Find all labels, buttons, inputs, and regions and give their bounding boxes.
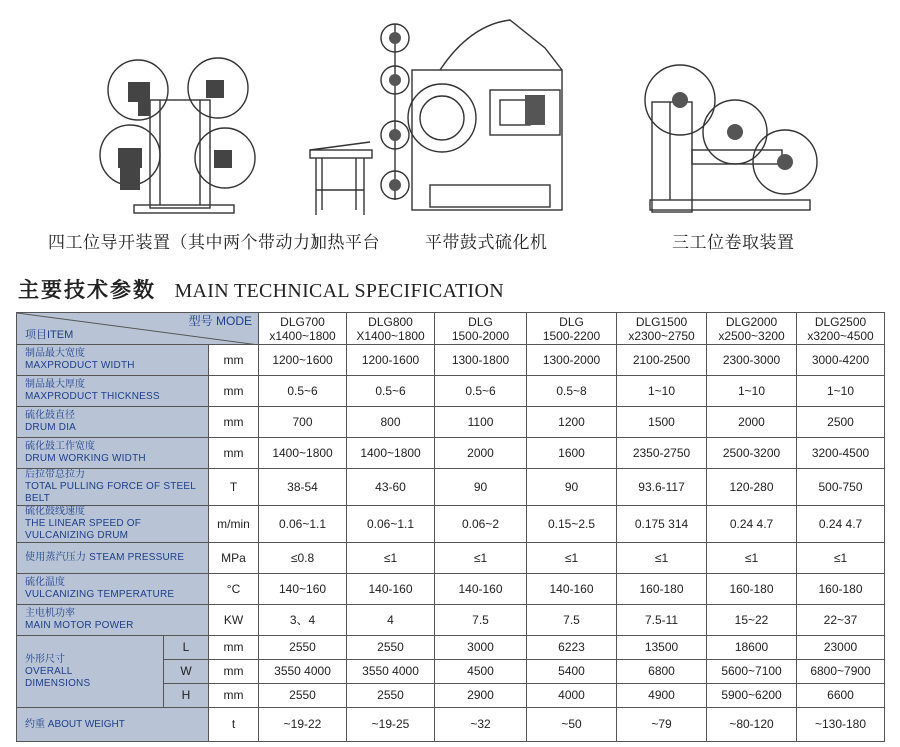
model-header xyxy=(347,313,435,345)
spec-value: ~79 xyxy=(617,708,707,742)
spec-label-en: TOTAL PULLING FORCE OF STEEL BELT xyxy=(25,481,196,504)
spec-value: 4000 xyxy=(527,684,617,708)
dimension-axis: L xyxy=(164,636,209,660)
spec-value: 1200-1600 xyxy=(347,345,435,376)
spec-label xyxy=(17,438,209,469)
spec-label-en: DRUM DIA xyxy=(25,422,77,433)
model-size: x3200~4500 xyxy=(807,328,874,343)
spec-value: 0.5~6 xyxy=(259,376,347,407)
model-header xyxy=(527,313,617,345)
spec-row xyxy=(17,345,885,376)
model-size: X1400~1800 xyxy=(356,328,425,343)
spec-value: 18600 xyxy=(707,636,797,660)
spec-value: ≤1 xyxy=(527,543,617,574)
spec-unit: mm xyxy=(209,438,259,469)
spec-value: 1~10 xyxy=(707,376,797,407)
spec-row xyxy=(17,543,885,574)
model-name: DLG700 xyxy=(280,314,325,329)
spec-value: 1600 xyxy=(527,438,617,469)
spec-label-cn: 硫化鼓直径 xyxy=(25,410,75,421)
header-corner xyxy=(17,313,259,345)
spec-value: 0.5~6 xyxy=(347,376,435,407)
weight-row xyxy=(17,708,885,742)
spec-value: 5600~7100 xyxy=(707,660,797,684)
spec-value: 7.5 xyxy=(435,605,527,636)
caption-drum-vulcanizer: 平带鼓式硫化机 xyxy=(425,233,548,253)
spec-value: 2550 xyxy=(347,636,435,660)
spec-row xyxy=(17,506,885,543)
spec-value: 6223 xyxy=(527,636,617,660)
spec-value: 1100 xyxy=(435,407,527,438)
spec-label-en: VULCANIZING TEMPERATURE xyxy=(25,589,175,600)
spec-value: 5400 xyxy=(527,660,617,684)
spec-value: 140~160 xyxy=(259,574,347,605)
model-header xyxy=(259,313,347,345)
spec-label-cn: 硫化温度 xyxy=(25,577,65,588)
spec-value: 3550 4000 xyxy=(347,660,435,684)
spec-value: 1500 xyxy=(617,407,707,438)
spec-label-cn: 制品最大宽度 xyxy=(25,348,85,359)
spec-value: 2000 xyxy=(435,438,527,469)
spec-value: ≤1 xyxy=(617,543,707,574)
spec-label xyxy=(17,605,209,636)
spec-value: 2100-2500 xyxy=(617,345,707,376)
model-size: 1500-2200 xyxy=(542,328,601,343)
dimension-row xyxy=(17,636,885,660)
model-name: DLG1500 xyxy=(635,314,688,329)
spec-row xyxy=(17,438,885,469)
spec-value: ≤1 xyxy=(707,543,797,574)
spec-row xyxy=(17,574,885,605)
spec-value: 1~10 xyxy=(797,376,885,407)
dimension-axis: H xyxy=(164,684,209,708)
spec-label-cn: 后拉带总拉力 xyxy=(25,469,85,480)
spec-value: 2550 xyxy=(347,684,435,708)
section-title-en: MAIN TECHNICAL SPECIFICATION xyxy=(174,280,504,302)
spec-value: 500-750 xyxy=(797,469,885,506)
spec-unit: MPa xyxy=(209,543,259,574)
spec-value: ≤1 xyxy=(347,543,435,574)
spec-value: 0.5~6 xyxy=(435,376,527,407)
spec-value: 0.175 314 xyxy=(617,506,707,543)
spec-unit: mm xyxy=(209,660,259,684)
spec-table xyxy=(16,312,885,742)
spec-value: 6800~7900 xyxy=(797,660,885,684)
spec-label xyxy=(17,469,209,506)
spec-label-cn: 硫化鼓线速度 xyxy=(25,506,85,517)
spec-label xyxy=(17,543,209,574)
spec-value: 160-180 xyxy=(707,574,797,605)
spec-label-en: MAXPRODUCT WIDTH xyxy=(25,360,135,371)
spec-unit: mm xyxy=(209,636,259,660)
spec-label xyxy=(17,376,209,407)
weight-label xyxy=(17,708,209,742)
spec-unit: T xyxy=(209,469,259,506)
header-row xyxy=(17,313,885,345)
model-name: DLG800 xyxy=(368,314,413,329)
spec-value: 6600 xyxy=(797,684,885,708)
heating-platform-drawing xyxy=(308,140,378,220)
overall-label-en2: DIMENSIONS xyxy=(25,677,91,689)
spec-label xyxy=(17,506,209,543)
spec-value: 0.06~2 xyxy=(435,506,527,543)
spec-value: 90 xyxy=(435,469,527,506)
spec-value: 5900~6200 xyxy=(707,684,797,708)
spec-unit: KW xyxy=(209,605,259,636)
spec-value: ~19-25 xyxy=(347,708,435,742)
spec-label xyxy=(17,407,209,438)
spec-value: 38-54 xyxy=(259,469,347,506)
spec-row xyxy=(17,605,885,636)
weight-label-en: ABOUT WEIGHT xyxy=(47,718,125,730)
spec-value: 1400~1800 xyxy=(259,438,347,469)
spec-value: ~50 xyxy=(527,708,617,742)
spec-label-en: 使用蒸汽压力 STEAM PRESSURE xyxy=(25,552,185,563)
model-header xyxy=(707,313,797,345)
spec-label-cn: 制品最大厚度 xyxy=(25,379,85,390)
spec-value: 120-280 xyxy=(707,469,797,506)
section-title-cn: 主要技术参数 xyxy=(18,278,156,302)
spec-value: 2500 xyxy=(797,407,885,438)
weight-label-cn: 约重 xyxy=(25,718,45,730)
overall-label-en1: OVERALL xyxy=(25,665,73,677)
spec-row xyxy=(17,469,885,506)
model-size: x1400~1800 xyxy=(269,328,336,343)
spec-value: 2900 xyxy=(435,684,527,708)
spec-value: 140-160 xyxy=(527,574,617,605)
spec-value: 6800 xyxy=(617,660,707,684)
spec-label-en: THE LINEAR SPEED OF VULCANIZING DRUM xyxy=(25,518,142,541)
machine-illustrations xyxy=(0,0,900,258)
spec-value: 13500 xyxy=(617,636,707,660)
model-size: 1500-2000 xyxy=(451,328,510,343)
spec-value: 2300-3000 xyxy=(707,345,797,376)
model-name: DLG xyxy=(468,314,493,329)
spec-value: 7.5 xyxy=(527,605,617,636)
drum-vulcanizer-drawing xyxy=(370,0,600,220)
model-header xyxy=(797,313,885,345)
spec-label-cn: 硫化鼓工作宽度 xyxy=(25,441,95,452)
spec-value: ~19-22 xyxy=(259,708,347,742)
spec-value: 0.24 4.7 xyxy=(797,506,885,543)
spec-value: 3000-4200 xyxy=(797,345,885,376)
model-size: x2500~3200 xyxy=(718,328,785,343)
model-name: DLG2000 xyxy=(725,314,778,329)
caption-winding-device: 三工位卷取装置 xyxy=(672,233,795,253)
spec-value: 1200~1600 xyxy=(259,345,347,376)
spec-value: 140-160 xyxy=(347,574,435,605)
spec-value: 2550 xyxy=(259,684,347,708)
spec-value: ≤1 xyxy=(797,543,885,574)
model-name: DLG2500 xyxy=(814,314,867,329)
spec-value: 160-180 xyxy=(617,574,707,605)
spec-row xyxy=(17,376,885,407)
spec-value: ≤0.8 xyxy=(259,543,347,574)
spec-value: 2550 xyxy=(259,636,347,660)
spec-value: 0.06~1.1 xyxy=(347,506,435,543)
spec-value: 1300-1800 xyxy=(435,345,527,376)
spec-value: ~130-180 xyxy=(797,708,885,742)
spec-unit: t xyxy=(209,708,259,742)
model-name: DLG xyxy=(559,314,584,329)
spec-value: 1400~1800 xyxy=(347,438,435,469)
spec-value: 22~37 xyxy=(797,605,885,636)
spec-label-cn: 主电机功率 xyxy=(25,608,75,619)
caption-heating-platform: 加热平台 xyxy=(310,233,380,253)
spec-value: 15~22 xyxy=(707,605,797,636)
spec-value: 3550 4000 xyxy=(259,660,347,684)
spec-value: 0.24 4.7 xyxy=(707,506,797,543)
spec-unit: mm xyxy=(209,376,259,407)
spec-value: 7.5-11 xyxy=(617,605,707,636)
spec-value: 0.15~2.5 xyxy=(527,506,617,543)
spec-unit: mm xyxy=(209,407,259,438)
spec-unit: °C xyxy=(209,574,259,605)
item-label: 项目ITEM xyxy=(25,329,74,341)
spec-row xyxy=(17,407,885,438)
spec-value: 1~10 xyxy=(617,376,707,407)
overall-label-cn: 外形尺寸 xyxy=(25,653,65,665)
spec-value: 0.5~8 xyxy=(527,376,617,407)
spec-value: ~80-120 xyxy=(707,708,797,742)
spec-label xyxy=(17,345,209,376)
spec-value: 140-160 xyxy=(435,574,527,605)
spec-value: 4500 xyxy=(435,660,527,684)
spec-value: 43-60 xyxy=(347,469,435,506)
spec-value: 23000 xyxy=(797,636,885,660)
spec-unit: mm xyxy=(209,684,259,708)
spec-value: 800 xyxy=(347,407,435,438)
spec-value: 3200-4500 xyxy=(797,438,885,469)
spec-value: 4 xyxy=(347,605,435,636)
spec-value: 90 xyxy=(527,469,617,506)
caption-unwinding-device: 四工位导开装置（其中两个带动力） xyxy=(48,233,328,253)
spec-value: 3、4 xyxy=(259,605,347,636)
spec-value: ≤1 xyxy=(435,543,527,574)
spec-value: 2350-2750 xyxy=(617,438,707,469)
spec-value: 3000 xyxy=(435,636,527,660)
spec-label-en: DRUM WORKING WIDTH xyxy=(25,453,146,464)
spec-unit: m/min xyxy=(209,506,259,543)
model-header xyxy=(435,313,527,345)
spec-label xyxy=(17,574,209,605)
spec-value: 700 xyxy=(259,407,347,438)
spec-label-en: MAXPRODUCT THICKNESS xyxy=(25,391,160,402)
spec-value: 1300-2000 xyxy=(527,345,617,376)
spec-value: 2500-3200 xyxy=(707,438,797,469)
spec-unit: mm xyxy=(209,345,259,376)
spec-value: 160-180 xyxy=(797,574,885,605)
spec-value: 2000 xyxy=(707,407,797,438)
section-title xyxy=(18,274,504,304)
model-size: x2300~2750 xyxy=(628,328,695,343)
spec-value: 1200 xyxy=(527,407,617,438)
mode-label: 型号 MODE xyxy=(188,314,253,328)
winding-device-drawing xyxy=(640,0,820,220)
spec-label-en: MAIN MOTOR POWER xyxy=(25,620,134,631)
spec-value: 0.06~1.1 xyxy=(259,506,347,543)
dimension-axis: W xyxy=(164,660,209,684)
spec-table-body xyxy=(17,313,885,742)
overall-dimensions-label xyxy=(17,636,164,708)
spec-value: 4900 xyxy=(617,684,707,708)
model-header xyxy=(617,313,707,345)
spec-value: 93.6-117 xyxy=(617,469,707,506)
spec-value: ~32 xyxy=(435,708,527,742)
